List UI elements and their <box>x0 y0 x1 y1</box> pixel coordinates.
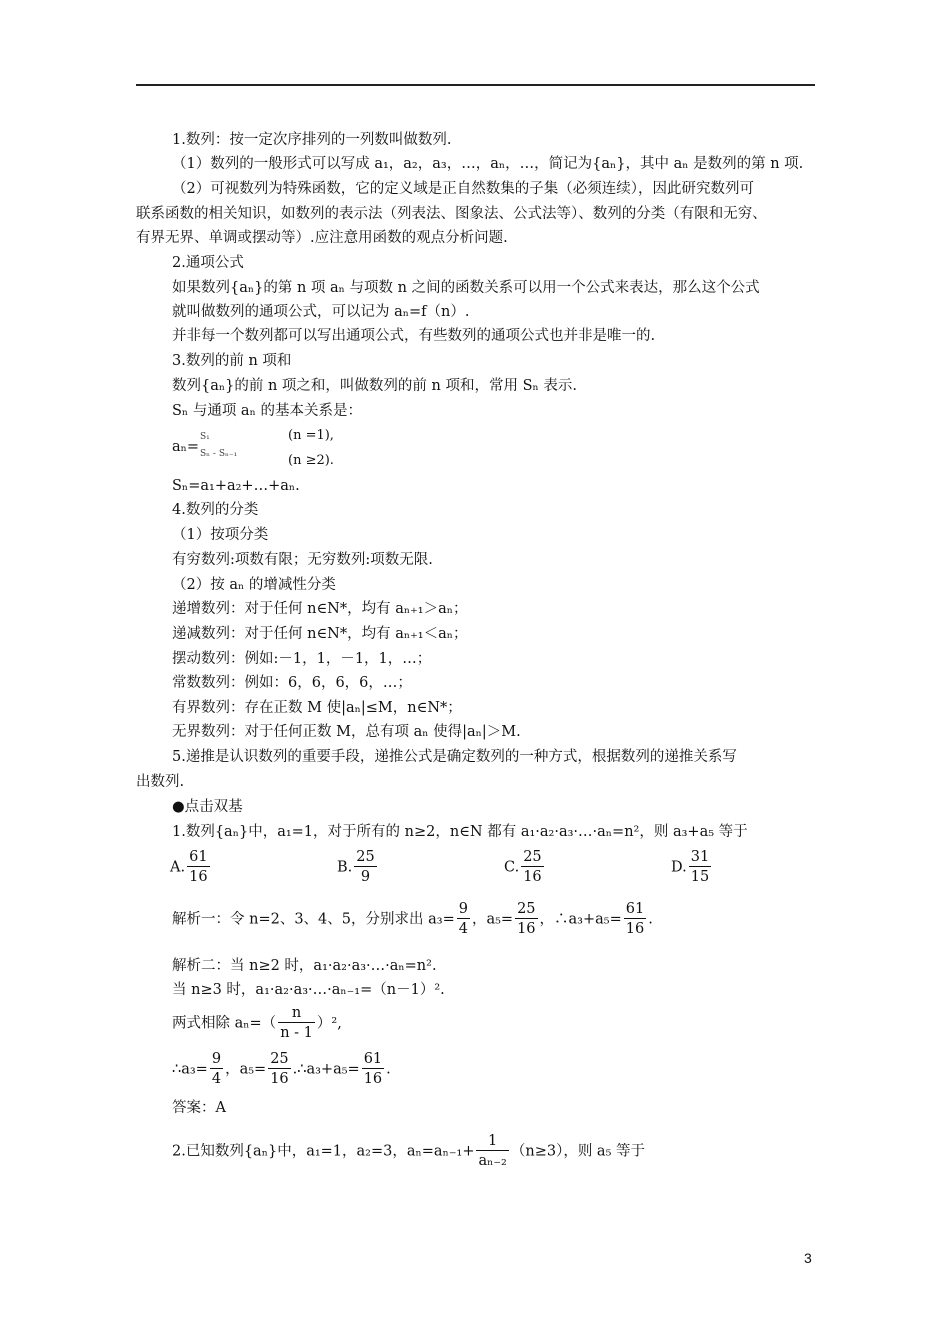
choice-b <box>337 848 379 887</box>
text-line: 常数数列：例如：6，6，6，6，…； <box>172 675 412 691</box>
text-line: 有界无界、单调或摆动等）.应注意用函数的观点分析问题. <box>136 230 508 246</box>
header-rule <box>136 84 815 86</box>
text-line: 5.递推是认识数列的重要手段，递推公式是确定数列的一种方式，根据数列的递推关系写 <box>172 749 737 765</box>
frac-num: 25 <box>523 849 542 865</box>
answer-line: 答案：A <box>172 1100 226 1116</box>
frac-den: 16 <box>189 869 208 885</box>
choice-a <box>170 848 212 887</box>
text-line: 有穷数列:项数有限；无穷数列:项数无限. <box>172 552 433 568</box>
page-number: 3 <box>804 1250 812 1266</box>
piecewise-top: S₁ <box>200 432 210 442</box>
question-2: 2.已知数列{aₙ}中，a₁=1，a₂=3，aₙ=aₙ₋₁+ $\frac{1}{\text{aₙ₋₂}}$ （n≥3），则 a₅ 等于 <box>172 1133 645 1169</box>
piecewise-bottom: Sₙ - Sₙ₋₁ <box>200 449 238 459</box>
text-line: （1）按项分类 <box>172 527 269 543</box>
text-line: 1.数列：按一定次序排列的一列数叫做数列. <box>172 132 452 148</box>
text-line: 就叫做数列的通项公式，可以记为 aₙ=f（n）. <box>172 304 470 320</box>
frac-den: 15 <box>690 869 710 885</box>
section-heading: 3.数列的前 n 项和 <box>172 353 292 369</box>
section-heading: 4.数列的分类 <box>172 502 259 518</box>
solution-2-result: ∴a₃= $\frac{9}{4}$ ，a₅= $\frac{25}{16}$ .∴a₃+a₅= $\frac{61}{16}$ . <box>172 1051 391 1087</box>
section-heading: ●点击双基 <box>172 799 243 815</box>
text-line: 数列{aₙ}的前 n 项之和，叫做数列的前 n 项和，常用 Sₙ 表示. <box>172 378 578 394</box>
frac-num: 61 <box>189 849 208 865</box>
solution-1: 解析一：令 n=2、3、4、5，分别求出 a₃= $\frac{9}{4}$ ，a₅= $\frac{25}{16}$ ，∴a₃+a₅= $\frac{61}{16}$ . <box>172 901 653 937</box>
piecewise-cond-1: (n =1), <box>288 428 334 443</box>
choice-c <box>504 848 546 887</box>
text-line: （2）按 aₙ 的增减性分类 <box>172 577 336 593</box>
text-line: 如果数列{aₙ}的第 n 项 aₙ 与项数 n 之间的函数关系可以用一个公式来表达，那么这个公式 <box>172 280 760 296</box>
choice-label: A. <box>170 859 186 876</box>
text-line: 联系函数的相关知识，如数列的表示法（列表法、图象法、公式法等）、数列的分类（有限和无穷、 <box>136 206 767 222</box>
text-line: （2）可视数列为特殊函数，它的定义域是正自然数集的子集（必须连续），因此研究数列可 <box>172 181 754 197</box>
solution-2-line: 当 n≥3 时，a₁·a₂·a₃·…·aₙ₋₁=（n－1）². <box>172 982 445 998</box>
text-line: Sₙ=a₁+a₂+…+aₙ. <box>172 478 300 494</box>
section-heading: 2.通项公式 <box>172 255 244 271</box>
text-line: 递增数列：对于任何 n∈N*，均有 aₙ₊₁＞aₙ； <box>172 601 468 617</box>
question-1: 1.数列{aₙ}中，a₁=1，对于所有的 n≥2，n∈N 都有 a₁·a₂·a₃·…·aₙ=n²，则 a₃+a₅ 等于 <box>172 824 748 840</box>
solution-2-division: 两式相除 aₙ=（ $\frac{n}{n - 1}$ ）², <box>172 1005 342 1041</box>
text-line: 并非每一个数列都可以写出通项公式，有些数列的通项公式也并非是唯一的. <box>172 328 656 344</box>
solution-2-line: 解析二：当 n≥2 时，a₁·a₂·a₃·…·aₙ=n². <box>172 958 437 974</box>
piecewise-lhs: aₙ= <box>172 439 200 455</box>
choice-d <box>671 848 713 887</box>
choice-label: C. <box>504 859 520 876</box>
text-line: 无界数列：对于任何正数 M，总有项 aₙ 使得|aₙ|＞M. <box>172 724 521 740</box>
piecewise-cond-2: (n ≥2). <box>288 453 334 468</box>
frac-den: 16 <box>523 869 542 885</box>
text-line: 摆动数列：例如:－1，1，－1，1，…； <box>172 651 432 667</box>
frac-num: 25 <box>356 849 375 865</box>
choice-label: D. <box>671 859 687 876</box>
text-line: 有界数列：存在正数 M 使|aₙ|≤M，n∈N*； <box>172 700 462 716</box>
text-line: Sₙ 与通项 aₙ 的基本关系是： <box>172 403 362 419</box>
text-line: （1）数列的一般形式可以写成 a₁，a₂，a₃，…，aₙ，…，简记为{aₙ}，其中 aₙ 是数列的第 n 项. <box>172 156 804 172</box>
text-line: 递减数列：对于任何 n∈N*，均有 aₙ₊₁＜aₙ； <box>172 626 468 642</box>
frac-den: 9 <box>360 869 371 885</box>
frac-num: 31 <box>690 849 710 865</box>
text-line: 出数列. <box>136 774 185 790</box>
choice-label: B. <box>337 859 353 876</box>
